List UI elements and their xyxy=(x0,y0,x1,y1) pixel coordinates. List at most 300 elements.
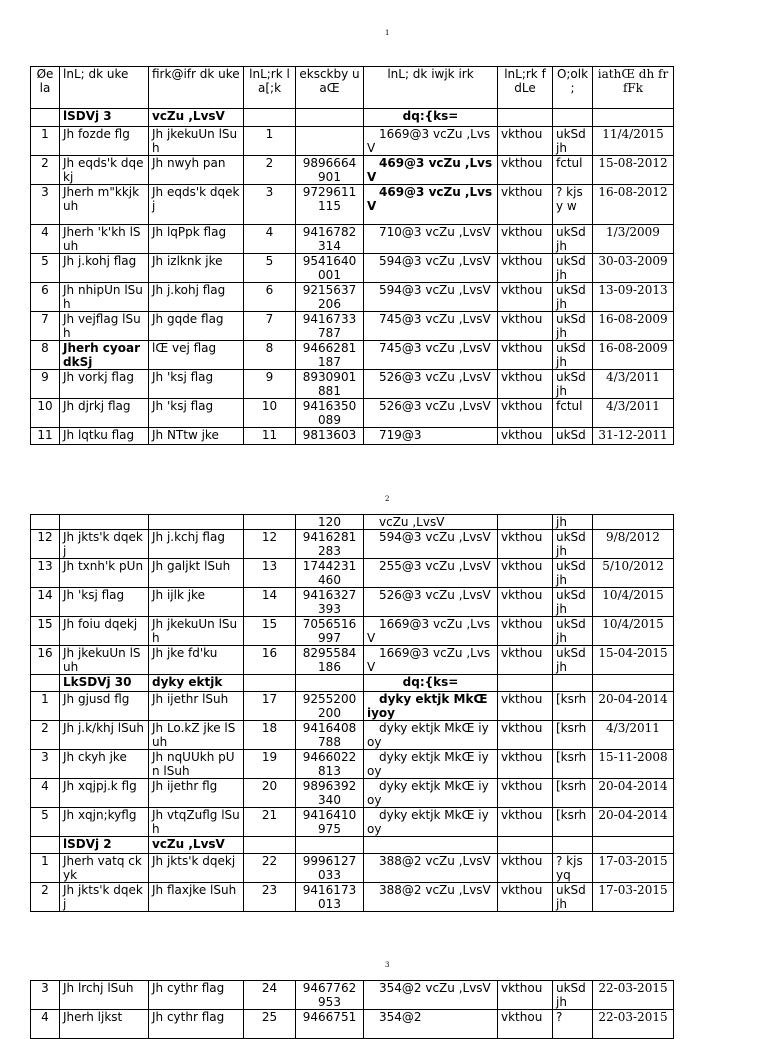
occupation-cell: ukSd jh xyxy=(553,283,593,312)
address-cell: 255@3 vcZu ,LvsV xyxy=(364,559,498,588)
table-row xyxy=(31,854,674,883)
serial-cell: 7 xyxy=(31,312,60,341)
father-husband-name-cell: Jh nqUUkh pUn lSuh xyxy=(149,750,244,779)
member-number-cell: 21 xyxy=(244,808,296,837)
registration-date-cell: 17-03-2015 xyxy=(593,854,674,883)
table-row xyxy=(31,588,674,617)
table-row xyxy=(31,559,674,588)
member-number-cell: 17 xyxy=(244,692,296,721)
serial-cell: 2 xyxy=(31,721,60,750)
mobile-number-cell: 120 xyxy=(296,515,364,530)
serial-cell xyxy=(31,109,60,127)
registration-date-cell: 22-03-2015 xyxy=(593,1010,674,1039)
member-register-table xyxy=(30,66,674,445)
occupation-cell xyxy=(553,109,593,127)
mobile-number-cell: 9896392 340 xyxy=(296,779,364,808)
registration-date-cell: 4/3/2011 xyxy=(593,370,674,399)
table-row xyxy=(31,981,674,1010)
member-name-cell: Jh gjusd flg xyxy=(60,692,149,721)
occupation-cell: ukSd jh xyxy=(553,254,593,283)
mobile-number-cell: 9416281 283 xyxy=(296,530,364,559)
occupation-cell: ukSd jh xyxy=(553,617,593,646)
father-husband-name-cell: Jh vtqZuflg lSuh xyxy=(149,808,244,837)
father-husband-name-cell: Jh eqds'k dqekj xyxy=(149,185,244,225)
table-row xyxy=(31,883,674,912)
member-number-cell: 9 xyxy=(244,370,296,399)
table-header-row xyxy=(31,67,674,109)
table-row xyxy=(31,808,674,837)
mobile-number-cell: 9416782 314 xyxy=(296,225,364,254)
father-husband-name-cell: Jh jkekuUn lSuh xyxy=(149,127,244,156)
address-cell: dq:{ks= xyxy=(364,109,498,127)
member-number-cell xyxy=(244,837,296,854)
member-number-cell: 14 xyxy=(244,588,296,617)
mobile-number-cell: 9466281 187 xyxy=(296,341,364,370)
member-number-cell: 1 xyxy=(244,127,296,156)
occupation-cell: ukSd jh xyxy=(553,883,593,912)
father-husband-name-cell: Jh jkekuUn lSuh xyxy=(149,617,244,646)
serial-cell: 5 xyxy=(31,808,60,837)
occupation-cell: ? xyxy=(553,1010,593,1039)
table-row xyxy=(31,312,674,341)
member-name-cell: LkSDVj 30 xyxy=(60,675,149,692)
father-husband-name-cell: Jh ijethr lSuh xyxy=(149,692,244,721)
address-cell xyxy=(364,837,498,854)
father-husband-name-cell: Jh ijlk jke xyxy=(149,588,244,617)
mobile-number-cell: 9416327 393 xyxy=(296,588,364,617)
mobile-number-cell xyxy=(296,127,364,156)
mobile-number-cell: 9813603 xyxy=(296,428,364,445)
serial-cell: 4 xyxy=(31,1010,60,1039)
registration-date-cell: 15-08-2012 xyxy=(593,156,674,185)
page-number: 2 xyxy=(385,495,390,503)
serial-cell: 6 xyxy=(31,283,60,312)
serial-cell: 2 xyxy=(31,883,60,912)
registration-date-cell: 20-04-2014 xyxy=(593,779,674,808)
mobile-number-cell: 8295584 186 xyxy=(296,646,364,675)
address-cell: dyky ektjk MkŒ iyoy xyxy=(364,808,498,837)
address-cell: 388@2 vcZu ,LvsV xyxy=(364,883,498,912)
member-name-cell: Jh xqjn;kyflg xyxy=(60,808,149,837)
mobile-number-cell: 9996127 033 xyxy=(296,854,364,883)
father-husband-name-cell: vcZu ,LvsV xyxy=(149,837,244,854)
father-husband-name-cell: Jh lqPpk flag xyxy=(149,225,244,254)
mobile-number-cell: 9729611 115 xyxy=(296,185,364,225)
address-cell: 594@3 vcZu ,LvsV xyxy=(364,254,498,283)
member-number-cell xyxy=(244,109,296,127)
address-cell: 354@2 xyxy=(364,1010,498,1039)
father-husband-name-cell: Jh gqde flag xyxy=(149,312,244,341)
membership-type-cell: vkthou xyxy=(498,750,553,779)
member-number-cell: 25 xyxy=(244,1010,296,1039)
member-number-cell: 18 xyxy=(244,721,296,750)
table-row xyxy=(31,341,674,370)
occupation-cell: ukSd jh xyxy=(553,370,593,399)
member-number-cell: 23 xyxy=(244,883,296,912)
occupation-cell: [ksrh xyxy=(553,808,593,837)
registration-date-cell: 20-04-2014 xyxy=(593,808,674,837)
member-number-cell: 24 xyxy=(244,981,296,1010)
address-cell: dyky ektjk MkŒ iyoy xyxy=(364,692,498,721)
mobile-number-cell: 7056516 997 xyxy=(296,617,364,646)
occupation-cell: [ksrh xyxy=(553,779,593,808)
address-cell: 388@2 vcZu ,LvsV xyxy=(364,854,498,883)
registration-date-cell: 10/4/2015 xyxy=(593,617,674,646)
page-number: 1 xyxy=(385,29,390,37)
serial-cell: 16 xyxy=(31,646,60,675)
table-row xyxy=(31,515,674,530)
membership-type-cell: vkthou xyxy=(498,370,553,399)
mobile-number-cell: 9466751 xyxy=(296,1010,364,1039)
occupation-cell: ukSd jh xyxy=(553,312,593,341)
occupation-cell: [ksrh xyxy=(553,692,593,721)
address-cell: dyky ektjk MkŒ iyoy xyxy=(364,750,498,779)
member-number-cell: 4 xyxy=(244,225,296,254)
registration-date-cell: 31-12-2011 xyxy=(593,428,674,445)
member-name-cell: Jh nhipUn lSuh xyxy=(60,283,149,312)
member-name-cell: Jh j.k/khj lSuh xyxy=(60,721,149,750)
membership-type-cell: vkthou xyxy=(498,127,553,156)
address-cell: 594@3 vcZu ,LvsV xyxy=(364,283,498,312)
member-number-cell: 12 xyxy=(244,530,296,559)
section-row xyxy=(31,837,674,854)
occupation-cell: ukSd jh xyxy=(553,588,593,617)
registration-date-cell: 15-04-2015 xyxy=(593,646,674,675)
serial-cell: 11 xyxy=(31,428,60,445)
member-name-cell: Jh txnh'k pUn xyxy=(60,559,149,588)
occupation-cell: ukSd jh xyxy=(553,530,593,559)
registration-date-cell: 22-03-2015 xyxy=(593,981,674,1010)
mobile-number-cell: 9416173 013 xyxy=(296,883,364,912)
registration-date-cell: 11/4/2015 xyxy=(593,127,674,156)
father-husband-name-cell: Jh flaxjke lSuh xyxy=(149,883,244,912)
serial-cell: 10 xyxy=(31,399,60,428)
membership-type-cell: vkthou xyxy=(498,312,553,341)
father-husband-name-cell: Jh nwyh pan xyxy=(149,156,244,185)
occupation-cell: ? kjsyq xyxy=(553,854,593,883)
member-name-cell: Jh jkekuUn lSuh xyxy=(60,646,149,675)
serial-cell: 5 xyxy=(31,254,60,283)
member-number-cell: 22 xyxy=(244,854,296,883)
member-number-cell: 10 xyxy=(244,399,296,428)
column-header: lnL;rk fdLe xyxy=(498,67,553,109)
table-row xyxy=(31,692,674,721)
mobile-number-cell: 9416733 787 xyxy=(296,312,364,341)
membership-type-cell: vkthou xyxy=(498,808,553,837)
membership-type-cell: vkthou xyxy=(498,883,553,912)
registration-date-cell xyxy=(593,837,674,854)
address-cell: dq:{ks= xyxy=(364,675,498,692)
registration-date-cell: 10/4/2015 xyxy=(593,588,674,617)
father-husband-name-cell: vcZu ,LvsV xyxy=(149,109,244,127)
member-name-cell: Jh jkts'k dqekj xyxy=(60,530,149,559)
serial-cell: 1 xyxy=(31,854,60,883)
registration-date-cell xyxy=(593,109,674,127)
member-number-cell: 3 xyxy=(244,185,296,225)
column-header: lnL;rk la[;k xyxy=(244,67,296,109)
membership-type-cell: vkthou xyxy=(498,341,553,370)
occupation-cell: ukSd jh xyxy=(553,646,593,675)
father-husband-name-cell: Jh j.kohj flag xyxy=(149,283,244,312)
address-cell: 594@3 vcZu ,LvsV xyxy=(364,530,498,559)
member-name-cell: lSDVj 2 xyxy=(60,837,149,854)
mobile-number-cell: 9467762 953 xyxy=(296,981,364,1010)
column-header: Øe la xyxy=(31,67,60,109)
address-cell: 354@2 vcZu ,LvsV xyxy=(364,981,498,1010)
member-number-cell: 11 xyxy=(244,428,296,445)
column-header: lnL; dk uke xyxy=(60,67,149,109)
father-husband-name-cell: dyky ektjk xyxy=(149,675,244,692)
membership-type-cell: vkthou xyxy=(498,1010,553,1039)
serial-cell: 3 xyxy=(31,981,60,1010)
father-husband-name-cell: Jh izlknk jke xyxy=(149,254,244,283)
occupation-cell: ? kjsy w xyxy=(553,185,593,225)
membership-type-cell: vkthou xyxy=(498,854,553,883)
occupation-cell: ukSd jh xyxy=(553,127,593,156)
mobile-number-cell: 9466022 813 xyxy=(296,750,364,779)
column-header: O;olk ; xyxy=(553,67,593,109)
father-husband-name-cell: Jh cythr flag xyxy=(149,981,244,1010)
member-name-cell: Jherh vatq ckyk xyxy=(60,854,149,883)
occupation-cell xyxy=(553,675,593,692)
serial-cell: 12 xyxy=(31,530,60,559)
member-number-cell: 7 xyxy=(244,312,296,341)
member-number-cell: 8 xyxy=(244,341,296,370)
serial-cell: 8 xyxy=(31,341,60,370)
membership-type-cell: vkthou xyxy=(498,254,553,283)
address-cell: dyky ektjk MkŒ iyoy xyxy=(364,721,498,750)
table-row xyxy=(31,646,674,675)
registration-date-cell xyxy=(593,515,674,530)
membership-type-cell xyxy=(498,675,553,692)
serial-cell: 14 xyxy=(31,588,60,617)
address-cell: 526@3 vcZu ,LvsV xyxy=(364,399,498,428)
mobile-number-cell: 9416350 089 xyxy=(296,399,364,428)
registration-date-cell: 9/8/2012 xyxy=(593,530,674,559)
serial-cell: 4 xyxy=(31,779,60,808)
member-number-cell: 20 xyxy=(244,779,296,808)
occupation-cell: jh xyxy=(553,515,593,530)
membership-type-cell xyxy=(498,109,553,127)
address-cell: vcZu ,LvsV xyxy=(364,515,498,530)
membership-type-cell: vkthou xyxy=(498,617,553,646)
member-name-cell: Jh vejflag lSuh xyxy=(60,312,149,341)
mobile-number-cell: 9215637 206 xyxy=(296,283,364,312)
occupation-cell xyxy=(553,837,593,854)
member-name-cell: Jh lqtku flag xyxy=(60,428,149,445)
registration-date-cell: 1/3/2009 xyxy=(593,225,674,254)
table-row xyxy=(31,370,674,399)
serial-cell: 1 xyxy=(31,692,60,721)
registration-date-cell: 30-03-2009 xyxy=(593,254,674,283)
member-register-table xyxy=(30,980,674,1039)
member-number-cell: 13 xyxy=(244,559,296,588)
member-number-cell: 6 xyxy=(244,283,296,312)
membership-type-cell: vkthou xyxy=(498,588,553,617)
registration-date-cell: 4/3/2011 xyxy=(593,399,674,428)
occupation-cell: [ksrh xyxy=(553,721,593,750)
serial-cell xyxy=(31,675,60,692)
member-register-table xyxy=(30,514,674,912)
table-row xyxy=(31,779,674,808)
table-row xyxy=(31,185,674,225)
father-husband-name-cell: Jh 'ksj flag xyxy=(149,399,244,428)
serial-cell: 13 xyxy=(31,559,60,588)
membership-type-cell: vkthou xyxy=(498,779,553,808)
member-number-cell: 5 xyxy=(244,254,296,283)
serial-cell: 3 xyxy=(31,185,60,225)
member-number-cell: 16 xyxy=(244,646,296,675)
member-number-cell: 2 xyxy=(244,156,296,185)
mobile-number-cell: 9541640 001 xyxy=(296,254,364,283)
mobile-number-cell: 9416408 788 xyxy=(296,721,364,750)
address-cell: 1669@3 vcZu ,LvsV xyxy=(364,617,498,646)
address-cell: 710@3 vcZu ,LvsV xyxy=(364,225,498,254)
member-name-cell: Jh lrchj lSuh xyxy=(60,981,149,1010)
father-husband-name-cell: Jh j.kchj flag xyxy=(149,530,244,559)
address-cell: 469@3 vcZu ,LvsV xyxy=(364,185,498,225)
registration-date-cell: 13-09-2013 xyxy=(593,283,674,312)
table-row xyxy=(31,1010,674,1039)
address-cell: 469@3 vcZu ,LvsV xyxy=(364,156,498,185)
membership-type-cell: vkthou xyxy=(498,721,553,750)
serial-cell: 15 xyxy=(31,617,60,646)
serial-cell: 1 xyxy=(31,127,60,156)
member-name-cell: Jherh ljkst xyxy=(60,1010,149,1039)
registration-date-cell xyxy=(593,675,674,692)
column-header: firk@ifr dk uke xyxy=(149,67,244,109)
membership-type-cell: vkthou xyxy=(498,428,553,445)
membership-type-cell xyxy=(498,515,553,530)
occupation-cell: ukSd jh xyxy=(553,981,593,1010)
mobile-number-cell: 8930901 881 xyxy=(296,370,364,399)
membership-type-cell: vkthou xyxy=(498,399,553,428)
member-name-cell: Jherh cyoar dkSj xyxy=(60,341,149,370)
table-row xyxy=(31,428,674,445)
serial-cell xyxy=(31,515,60,530)
membership-type-cell: vkthou xyxy=(498,225,553,254)
occupation-cell: ukSd jh xyxy=(553,225,593,254)
member-name-cell: Jh djrkj flag xyxy=(60,399,149,428)
mobile-number-cell xyxy=(296,837,364,854)
section-row xyxy=(31,109,674,127)
membership-type-cell: vkthou xyxy=(498,646,553,675)
mobile-number-cell: 1744231 460 xyxy=(296,559,364,588)
father-husband-name-cell: Jh 'ksj flag xyxy=(149,370,244,399)
table-row xyxy=(31,750,674,779)
serial-cell: 3 xyxy=(31,750,60,779)
mobile-number-cell: 9896664 901 xyxy=(296,156,364,185)
address-cell: 745@3 vcZu ,LvsV xyxy=(364,341,498,370)
member-number-cell: 15 xyxy=(244,617,296,646)
father-husband-name-cell: Jh jke fd'ku xyxy=(149,646,244,675)
father-husband-name-cell: Jh ijethr flg xyxy=(149,779,244,808)
father-husband-name-cell: lŒ vej flag xyxy=(149,341,244,370)
serial-cell: 2 xyxy=(31,156,60,185)
page-number: 3 xyxy=(385,961,390,969)
table-row xyxy=(31,156,674,185)
father-husband-name-cell xyxy=(149,515,244,530)
address-cell: 526@3 vcZu ,LvsV xyxy=(364,370,498,399)
occupation-cell: ukSd xyxy=(553,428,593,445)
member-name-cell: Jh jkts'k dqekj xyxy=(60,883,149,912)
member-number-cell: 19 xyxy=(244,750,296,779)
occupation-cell: ukSd jh xyxy=(553,341,593,370)
serial-cell: 4 xyxy=(31,225,60,254)
member-name-cell: Jh vorkj flag xyxy=(60,370,149,399)
address-cell: 719@3 xyxy=(364,428,498,445)
member-name-cell: Jh eqds'k dqekj xyxy=(60,156,149,185)
table-row xyxy=(31,530,674,559)
mobile-number-cell: 9416410 975 xyxy=(296,808,364,837)
serial-cell: 9 xyxy=(31,370,60,399)
registration-date-cell: 15-11-2008 xyxy=(593,750,674,779)
mobile-number-cell xyxy=(296,109,364,127)
membership-type-cell: vkthou xyxy=(498,283,553,312)
member-name-cell: Jherh 'k'kh lSuh xyxy=(60,225,149,254)
address-cell: 526@3 vcZu ,LvsV xyxy=(364,588,498,617)
member-name-cell: lSDVj 3 xyxy=(60,109,149,127)
member-name-cell: Jh j.kohj flag xyxy=(60,254,149,283)
table-row xyxy=(31,127,674,156)
membership-type-cell: vkthou xyxy=(498,530,553,559)
column-header: iathŒ dh frfFk xyxy=(593,67,674,109)
occupation-cell: [ksrh xyxy=(553,750,593,779)
serial-cell xyxy=(31,837,60,854)
address-cell: 1669@3 vcZu ,LvsV xyxy=(364,646,498,675)
membership-type-cell: vkthou xyxy=(498,185,553,225)
column-header: lnL; dk iwjk irk xyxy=(364,67,498,109)
table-row xyxy=(31,283,674,312)
member-name-cell: Jh foiu dqekj xyxy=(60,617,149,646)
father-husband-name-cell: Jh Lo.kZ jke lSuh xyxy=(149,721,244,750)
registration-date-cell: 17-03-2015 xyxy=(593,883,674,912)
member-name-cell: Jh fozde flg xyxy=(60,127,149,156)
mobile-number-cell xyxy=(296,675,364,692)
occupation-cell: ukSd jh xyxy=(553,559,593,588)
registration-date-cell: 5/10/2012 xyxy=(593,559,674,588)
registration-date-cell: 4/3/2011 xyxy=(593,721,674,750)
father-husband-name-cell: Jh NTtw jke xyxy=(149,428,244,445)
address-cell: 1669@3 vcZu ,LvsV xyxy=(364,127,498,156)
member-name-cell: Jh 'ksj flag xyxy=(60,588,149,617)
member-name-cell: Jh xqjpj.k flg xyxy=(60,779,149,808)
address-cell: dyky ektjk MkŒ iyoy xyxy=(364,779,498,808)
father-husband-name-cell: Jh jkts'k dqekj xyxy=(149,854,244,883)
member-number-cell xyxy=(244,675,296,692)
membership-type-cell: vkthou xyxy=(498,559,553,588)
membership-type-cell: vkthou xyxy=(498,692,553,721)
member-name-cell xyxy=(60,515,149,530)
registration-date-cell: 16-08-2012 xyxy=(593,185,674,225)
member-name-cell: Jherh m"kkjkuh xyxy=(60,185,149,225)
section-row xyxy=(31,675,674,692)
membership-type-cell xyxy=(498,837,553,854)
membership-type-cell: vkthou xyxy=(498,156,553,185)
mobile-number-cell: 9255200 200 xyxy=(296,692,364,721)
occupation-cell: fctul xyxy=(553,399,593,428)
father-husband-name-cell: Jh cythr flag xyxy=(149,1010,244,1039)
membership-type-cell: vkthou xyxy=(498,981,553,1010)
table-row xyxy=(31,399,674,428)
member-name-cell: Jh ckyh jke xyxy=(60,750,149,779)
occupation-cell: fctul xyxy=(553,156,593,185)
table-row xyxy=(31,254,674,283)
father-husband-name-cell: Jh galjkt lSuh xyxy=(149,559,244,588)
table-row xyxy=(31,225,674,254)
registration-date-cell: 20-04-2014 xyxy=(593,692,674,721)
column-header: eksckby uaŒ xyxy=(296,67,364,109)
